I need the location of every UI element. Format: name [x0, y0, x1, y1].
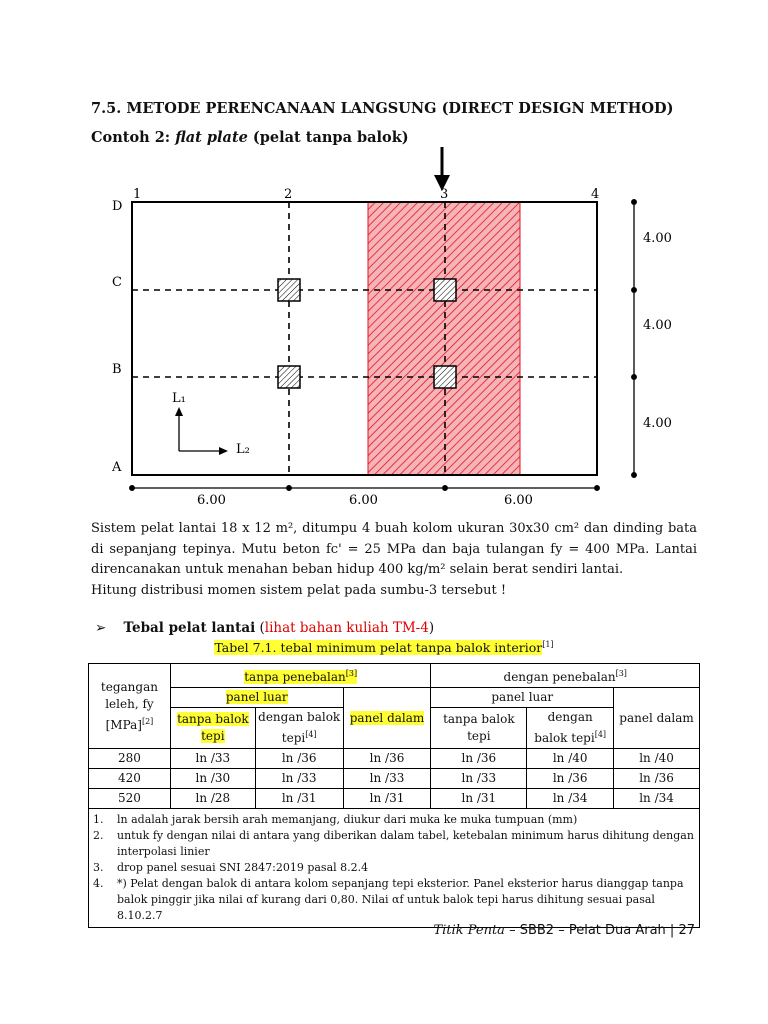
column-c3: [434, 279, 456, 301]
col-label-1: 1: [133, 187, 142, 202]
problem-question: Hitung distribusi momen sistem pelat pada sumbu-3 tersebut !: [91, 582, 507, 598]
axis-l1-label: L₁: [172, 391, 186, 406]
dim-horizontal-1: 6.00: [197, 493, 226, 508]
header-interior-panel-2: panel dalam: [614, 688, 700, 749]
problem-statement: [91, 519, 697, 601]
axis-3-arrow-icon: [434, 147, 450, 191]
axis-l2-label: L₂: [236, 442, 250, 457]
header-with-drop-panel: dengan penebalan[3]: [431, 664, 700, 688]
design-strip-hatch: [368, 202, 520, 475]
row-label-c: C: [112, 275, 122, 290]
table-row: 420 ln /30 ln /33 ln /33 ln /33 ln /36 ln /36: [89, 769, 700, 789]
note-2: 2. untuk fy dengan nilai di antara yang diberikan dalam tabel, ketebalan minimum harus dihitung dengan interpolasi linier: [93, 829, 694, 858]
local-axes: [172, 391, 250, 457]
col-label-4: 4: [591, 187, 600, 202]
row-label-a: A: [112, 460, 122, 475]
table-notes: [89, 809, 700, 928]
dim-vertical-2: 4.00: [643, 318, 672, 333]
header-no-edge-beam-2: tanpa balok tepi: [431, 708, 527, 749]
header-yield-strength: tegangan leleh, fy [MPa][2]: [89, 664, 171, 749]
table-title: Tabel 7.1. tebal minimum pelat tanpa balok interior[1]: [214, 640, 554, 656]
column-b3: [434, 366, 456, 388]
header-edge-beam-2: dengan balok tepi[4]: [527, 708, 614, 749]
column-b2: [278, 366, 300, 388]
example-title: Contoh 2: flat plate (pelat tanpa balok): [91, 129, 409, 146]
column-c2: [278, 279, 300, 301]
header-no-edge-beam-1: tanpa balok tepi: [170, 708, 255, 749]
dim-horizontal-3: 6.00: [504, 493, 533, 508]
vertical-dimension-line: [632, 200, 637, 478]
note-1: 1. ln adalah jarak bersih arah memanjang, diukur dari muka ke muka tumpuan (mm): [93, 813, 578, 826]
note-3: 3. drop panel sesuai SNI 2847:2019 pasal 8.2.4: [93, 861, 369, 874]
header-edge-beam-1: dengan balok tepi[4]: [255, 708, 343, 749]
dim-vertical-1: 4.00: [643, 231, 672, 246]
dim-vertical-3: 4.00: [643, 416, 672, 431]
header-interior-panel-1: panel dalam: [343, 688, 431, 749]
row-label-b: B: [112, 362, 122, 377]
floor-plan-diagram: [0, 140, 768, 515]
table-row: 280 ln /33 ln /36 ln /36 ln /36 ln /40 ln /40: [89, 749, 700, 769]
table-row: 520 ln /28 ln /31 ln /31 ln /31 ln /34 ln /34: [89, 789, 700, 809]
header-exterior-panel-1: panel luar: [170, 688, 343, 708]
lecture-reference-link[interactable]: lihat bahan kuliah TM-4: [264, 620, 429, 636]
col-label-3: 3: [440, 187, 449, 202]
thickness-bullet: ➢ Tebal pelat lantai (lihat bahan kuliah TM-4): [95, 620, 435, 636]
note-4: 4. *) Pelat dengan balok di antara kolom sepanjang tepi eksterior. Panel eksterior harus dianggap tanpa balok pinggir jika nilai αf kurang dari 0,80. Nilai αf untuk balok tepi harus dihitung sesuai pasal 8.10.2.7: [93, 877, 684, 922]
row-label-d: D: [112, 199, 123, 214]
section-heading: 7.5. METODE PERENCANAAN LANGSUNG (DIRECT DESIGN METHOD): [91, 100, 674, 117]
header-exterior-panel-2: panel luar: [431, 688, 614, 708]
header-no-drop-panel: tanpa penebalan[3]: [170, 664, 431, 688]
page-footer: Titik Penta – SBB2 – Pelat Dua Arah | 27: [433, 923, 695, 938]
col-label-2: 2: [284, 187, 293, 202]
horizontal-dimension-line: [130, 486, 600, 491]
slab-outline: [132, 202, 597, 475]
bullet-arrow-icon: ➢: [95, 620, 107, 636]
minimum-thickness-table: [88, 663, 700, 928]
problem-description: Sistem pelat lantai 18 x 12 m², ditumpu 4 buah kolom ukuran 30x30 cm² dan dinding bata di sepanjang tepinya. Mutu beton fc' = 25 MPa dan baja tulangan fy = 400 MPa. Lantai direncanakan untuk menahan beban hidup 400 kg/m² selain berat sendiri lantai.: [91, 521, 697, 577]
dim-horizontal-2: 6.00: [349, 493, 378, 508]
